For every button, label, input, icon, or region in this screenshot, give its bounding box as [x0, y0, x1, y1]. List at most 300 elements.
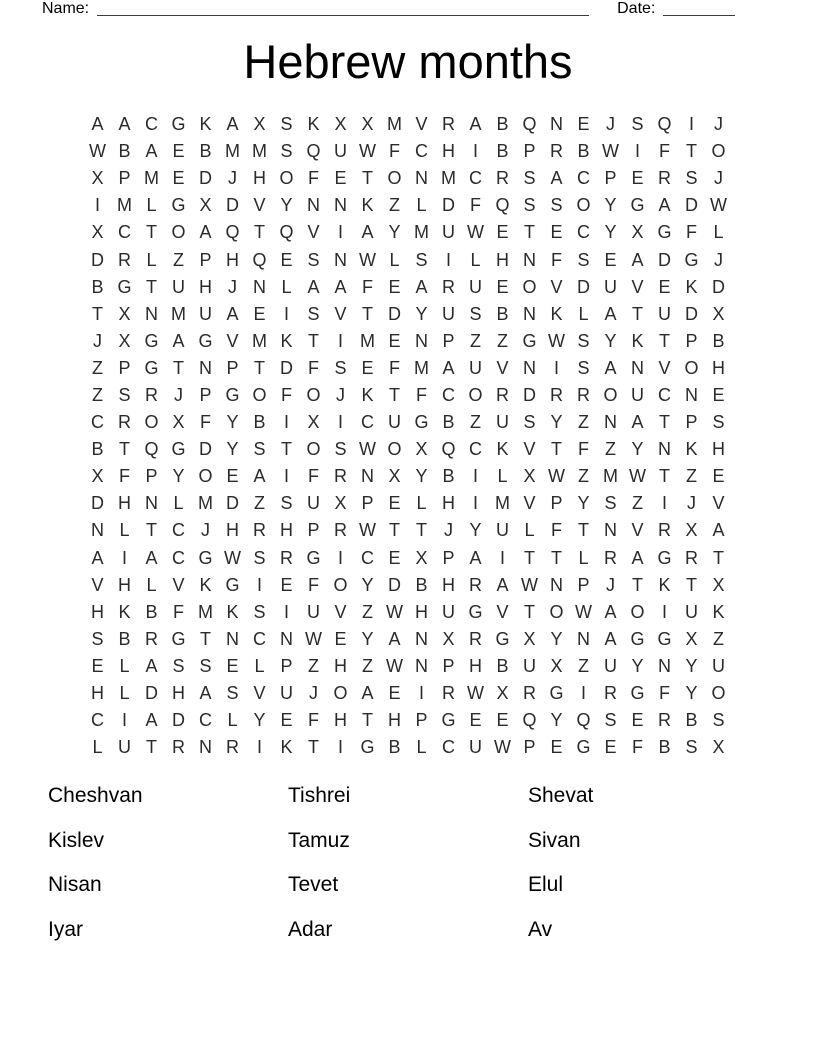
grid-letter: X [361, 114, 374, 135]
grid-letter: X [550, 655, 563, 676]
grid-letter: Y [550, 710, 563, 731]
grid-letter: Z [497, 330, 508, 351]
grid-letter: I [337, 222, 343, 243]
grid-letter: G [117, 276, 132, 297]
grid-letter: G [225, 574, 240, 595]
grid-letter: R [253, 520, 266, 541]
grid-letter: I [337, 330, 343, 351]
grid-letter: C [361, 547, 374, 568]
grid-letter: N [523, 357, 536, 378]
grid-letter: D [145, 683, 158, 704]
grid-letter: M [252, 141, 267, 162]
grid-letter: F [173, 601, 184, 622]
grid-letter: L [416, 737, 427, 758]
grid-letter: V [253, 195, 266, 216]
grid-letter: N [145, 493, 158, 514]
grid-letter: G [144, 330, 159, 351]
grid-letter: P [442, 330, 455, 351]
grid-letter: T [173, 357, 184, 378]
grid-letter: O [468, 384, 483, 405]
grid-letter: X [334, 493, 347, 514]
grid-letter: S [604, 493, 617, 514]
grid-letter: H [91, 601, 104, 622]
grid-letter: Z [308, 655, 319, 676]
grid-letter: S [550, 195, 563, 216]
grid-letter: T [686, 574, 697, 595]
grid-letter: P [361, 493, 374, 514]
grid-letter: A [469, 114, 482, 135]
grid-letter: N [334, 195, 347, 216]
grid-letter: I [337, 737, 343, 758]
grid-letter: C [361, 412, 374, 433]
grid-letter: N [415, 168, 428, 189]
grid-letter: X [253, 114, 266, 135]
grid-letter: J [336, 384, 345, 405]
grid-letter: M [198, 601, 213, 622]
grid-letter: R [604, 683, 617, 704]
grid-letter: Z [470, 412, 481, 433]
grid-letter: T [659, 330, 670, 351]
grid-letter: A [442, 357, 455, 378]
word-item: Nisan [48, 873, 102, 897]
grid-letter: E [334, 628, 347, 649]
grid-letter: E [604, 249, 617, 270]
grid-letter: O [630, 601, 645, 622]
grid-letter: W [224, 547, 241, 568]
grid-letter: C [91, 412, 104, 433]
grid-letter: V [523, 439, 536, 460]
grid-letter: F [659, 141, 670, 162]
grid-letter: A [145, 141, 158, 162]
grid-letter: A [631, 412, 644, 433]
word-column [528, 774, 768, 952]
grid-letter: N [577, 628, 590, 649]
grid-letter: A [469, 547, 482, 568]
grid-letter: C [415, 141, 428, 162]
grid-letter: J [228, 168, 237, 189]
grid-letter: X [685, 520, 698, 541]
grid-letter: I [283, 601, 289, 622]
grid-letter: T [632, 574, 643, 595]
grid-letter: E [388, 683, 401, 704]
word-item: Adar [288, 917, 333, 941]
grid-letter: T [146, 520, 157, 541]
grid-letter: B [388, 737, 401, 758]
grid-letter: X [523, 628, 536, 649]
grid-letter: Z [173, 249, 184, 270]
grid-letter: L [713, 222, 724, 243]
grid-letter: T [659, 466, 670, 487]
grid-letter: J [687, 493, 696, 514]
grid-letter: H [712, 439, 725, 460]
grid-letter: R [523, 683, 536, 704]
grid-letter: M [414, 357, 429, 378]
grid-letter: L [578, 547, 589, 568]
grid-letter: Z [686, 466, 697, 487]
grid-letter: M [360, 330, 375, 351]
grid-letter: N [604, 520, 617, 541]
grid-letter: O [549, 601, 564, 622]
grid-letter: K [658, 574, 671, 595]
grid-letter: V [226, 330, 239, 351]
grid-letter: Y [631, 439, 644, 460]
grid-letter: X [118, 330, 131, 351]
grid-letter: K [631, 330, 644, 351]
grid-letter: D [712, 276, 725, 297]
grid-letter: U [631, 384, 644, 405]
grid-letter: X [496, 683, 509, 704]
grid-letter: R [577, 384, 590, 405]
word-item: Cheshvan [48, 784, 143, 808]
grid-letter: P [523, 141, 536, 162]
grid-letter: G [225, 384, 240, 405]
grid-letter: J [606, 574, 615, 595]
grid-letter: E [226, 466, 239, 487]
grid-letter: A [658, 195, 671, 216]
grid-letter: E [388, 547, 401, 568]
grid-letter: H [388, 710, 401, 731]
grid-letter: S [577, 357, 590, 378]
grid-letter: L [416, 195, 427, 216]
grid-letter: X [685, 628, 698, 649]
grid-letter: W [89, 141, 106, 162]
word-item: Shevat [528, 784, 594, 808]
grid-letter: S [280, 114, 293, 135]
grid-letter: S [199, 655, 212, 676]
grid-letter: E [577, 114, 590, 135]
grid-letter: I [472, 493, 478, 514]
grid-letter: A [604, 628, 617, 649]
grid-letter: S [523, 412, 536, 433]
grid-letter: H [91, 683, 104, 704]
grid-letter: V [91, 574, 104, 595]
grid-letter: R [469, 574, 482, 595]
grid-letter: L [578, 303, 589, 324]
grid-letter: V [631, 520, 644, 541]
grid-letter: O [306, 439, 321, 460]
grid-letter: R [145, 628, 158, 649]
grid-letter: E [280, 574, 293, 595]
grid-letter: L [389, 249, 400, 270]
grid-letter: D [685, 195, 698, 216]
grid-letter: Y [253, 710, 266, 731]
grid-letter: R [172, 737, 185, 758]
grid-letter: N [145, 303, 158, 324]
grid-letter: G [657, 547, 672, 568]
grid-letter: E [334, 168, 347, 189]
grid-letter: Z [713, 628, 724, 649]
grid-letter: D [199, 168, 212, 189]
grid-letter: U [604, 655, 617, 676]
grid-letter: T [713, 547, 724, 568]
grid-letter: U [658, 303, 671, 324]
grid-letter: G [657, 222, 672, 243]
grid-letter: A [334, 276, 347, 297]
grid-letter: S [118, 384, 131, 405]
grid-letter: N [280, 628, 293, 649]
grid-letter: H [469, 655, 482, 676]
grid-letter: Z [578, 655, 589, 676]
grid-letter: F [416, 384, 427, 405]
grid-letter: R [442, 683, 455, 704]
grid-letter: O [333, 683, 348, 704]
grid-letter: C [442, 737, 455, 758]
grid-letter: H [415, 601, 428, 622]
grid-letter: U [334, 141, 347, 162]
grid-letter: T [686, 141, 697, 162]
grid-letter: U [442, 222, 455, 243]
grid-letter: I [634, 141, 640, 162]
grid-letter: K [712, 601, 725, 622]
grid-letter: N [685, 384, 698, 405]
grid-letter: R [442, 276, 455, 297]
grid-letter: N [658, 439, 671, 460]
grid-letter: E [496, 710, 509, 731]
grid-letter: G [549, 683, 564, 704]
grid-letter: Y [415, 303, 428, 324]
grid-letter: F [308, 574, 319, 595]
word-item: Kislev [48, 828, 105, 852]
grid-letter: Y [685, 655, 698, 676]
grid-letter: W [521, 574, 538, 595]
grid-letter: H [172, 683, 185, 704]
grid-letter: N [658, 655, 671, 676]
grid-letter: O [306, 384, 321, 405]
grid-letter: U [604, 276, 617, 297]
grid-letter: G [630, 195, 645, 216]
grid-letter: L [119, 655, 130, 676]
grid-letter: B [496, 303, 509, 324]
grid-letter: W [467, 683, 484, 704]
grid-letter: A [253, 466, 266, 487]
grid-letter: W [386, 601, 403, 622]
grid-letter: N [91, 520, 104, 541]
grid-letter: L [497, 466, 508, 487]
grid-letter: A [145, 710, 158, 731]
grid-letter: F [632, 737, 643, 758]
grid-letter: K [361, 195, 374, 216]
grid-letter: L [416, 493, 427, 514]
grid-letter: G [684, 249, 699, 270]
grid-letter: C [442, 384, 455, 405]
grid-letter: R [442, 114, 455, 135]
grid-letter: P [685, 330, 698, 351]
grid-letter: X [712, 574, 725, 595]
grid-letter: Y [172, 466, 185, 487]
grid-letter: M [603, 466, 618, 487]
grid-letter: I [283, 303, 289, 324]
grid-letter: M [198, 493, 213, 514]
grid-letter: G [495, 628, 510, 649]
grid-letter: J [714, 249, 723, 270]
grid-letter: R [118, 412, 131, 433]
grid-letter: Z [470, 330, 481, 351]
grid-letter: N [415, 628, 428, 649]
grid-letter: E [280, 710, 293, 731]
grid-letter: B [415, 574, 428, 595]
grid-letter: V [712, 493, 725, 514]
grid-letter: Y [631, 655, 644, 676]
grid-letter: B [496, 141, 509, 162]
grid-letter: P [145, 466, 158, 487]
grid-letter: E [550, 737, 563, 758]
grid-letter: X [91, 466, 104, 487]
grid-letter: Q [576, 710, 591, 731]
grid-letter: J [714, 168, 723, 189]
grid-letter: T [362, 168, 373, 189]
grid-letter: E [91, 655, 104, 676]
grid-letter: E [631, 168, 644, 189]
grid-letter: G [468, 601, 483, 622]
grid-letter: Z [578, 466, 589, 487]
word-item: Elul [528, 873, 564, 897]
grid-letter: W [548, 466, 565, 487]
grid-letter: B [91, 276, 104, 297]
grid-letter: D [523, 384, 536, 405]
grid-letter: G [576, 737, 591, 758]
grid-letter: H [442, 574, 455, 595]
grid-letter: X [334, 114, 347, 135]
grid-letter: S [307, 303, 320, 324]
word-column [48, 774, 288, 952]
grid-letter: D [91, 249, 104, 270]
grid-letter: B [253, 412, 266, 433]
grid-letter: Q [252, 249, 267, 270]
grid-letter: V [631, 276, 644, 297]
grid-letter: L [254, 655, 265, 676]
grid-letter: E [469, 710, 482, 731]
grid-letter: X [631, 222, 644, 243]
grid-letter: D [388, 303, 401, 324]
grid-letter: H [199, 276, 212, 297]
grid-letter: P [118, 168, 131, 189]
grid-letter: U [442, 303, 455, 324]
grid-letter: D [442, 195, 455, 216]
word-column [288, 774, 528, 952]
grid-letter: D [226, 493, 239, 514]
grid-letter: Z [605, 439, 616, 460]
grid-letter: H [118, 493, 131, 514]
grid-letter: K [280, 737, 293, 758]
grid-letter: K [685, 276, 698, 297]
grid-letter: E [496, 222, 509, 243]
grid-letter: K [496, 439, 509, 460]
grid-letter: H [442, 141, 455, 162]
grid-letter: V [334, 601, 347, 622]
grid-letter: F [281, 384, 292, 405]
grid-letter: T [551, 547, 562, 568]
grid-letter: B [118, 141, 131, 162]
grid-letter: W [629, 466, 646, 487]
grid-letter: X [91, 222, 104, 243]
grid-letter: O [171, 222, 186, 243]
grid-letter: Z [578, 412, 589, 433]
grid-letter: S [685, 168, 698, 189]
grid-letter: T [389, 384, 400, 405]
grid-letter: A [604, 601, 617, 622]
grid-letter: J [606, 114, 615, 135]
grid-letter: A [388, 628, 401, 649]
grid-letter: U [685, 601, 698, 622]
grid-letter: W [602, 141, 619, 162]
grid-letter: T [524, 601, 535, 622]
date-label: Date: [617, 0, 656, 17]
grid-letter: C [91, 710, 104, 731]
grid-letter: I [661, 493, 667, 514]
grid-letter: X [415, 547, 428, 568]
grid-letter: B [496, 114, 509, 135]
grid-letter: O [603, 384, 618, 405]
grid-letter: U [712, 655, 725, 676]
grid-letter: W [494, 737, 511, 758]
grid-letter: E [658, 276, 671, 297]
grid-letter: A [118, 114, 131, 135]
grid-letter: M [441, 168, 456, 189]
grid-letter: N [415, 330, 428, 351]
grid-letter: A [631, 249, 644, 270]
grid-letter: G [360, 737, 375, 758]
grid-letter: B [712, 330, 725, 351]
grid-letter: G [171, 628, 186, 649]
page-title: Hebrew months [243, 35, 573, 88]
grid-letter: C [577, 222, 590, 243]
grid-letter: A [604, 303, 617, 324]
grid-letter: Y [226, 439, 239, 460]
grid-letter: V [415, 114, 428, 135]
grid-letter: I [337, 412, 343, 433]
grid-letter: N [604, 412, 617, 433]
header-row [42, 0, 774, 18]
grid-letter: U [469, 276, 482, 297]
grid-letter: E [550, 222, 563, 243]
grid-letter: K [226, 601, 239, 622]
grid-letter: S [253, 439, 266, 460]
grid-letter: E [172, 168, 185, 189]
grid-letter: G [198, 330, 213, 351]
grid-letter: Z [92, 384, 103, 405]
grid-letter: C [469, 439, 482, 460]
grid-letter: H [118, 574, 131, 595]
grid-letter: X [172, 412, 185, 433]
grid-letter: V [523, 493, 536, 514]
grid-letter: I [94, 195, 100, 216]
grid-letter: Y [577, 493, 590, 514]
grid-letter: N [307, 195, 320, 216]
grid-letter: A [550, 168, 563, 189]
grid-letter: S [631, 114, 644, 135]
grid-letter: D [388, 574, 401, 595]
grid-letter: A [631, 547, 644, 568]
grid-letter: R [334, 466, 347, 487]
grid-letter: U [118, 737, 131, 758]
grid-letter: B [91, 439, 104, 460]
grid-letter: R [550, 141, 563, 162]
grid-letter: A [226, 114, 239, 135]
word-item: Tishrei [288, 784, 351, 808]
word-list [48, 774, 768, 952]
grid-letter: F [119, 466, 130, 487]
grid-letter: V [307, 222, 320, 243]
grid-letter: V [658, 357, 671, 378]
grid-letter: A [91, 114, 104, 135]
grid-letter: F [659, 683, 670, 704]
grid-letter: Q [225, 222, 240, 243]
grid-letter: K [361, 384, 374, 405]
grid-letter: Q [441, 439, 456, 460]
grid-letter: S [469, 303, 482, 324]
grid-letter: F [308, 357, 319, 378]
grid-letter: X [712, 303, 725, 324]
